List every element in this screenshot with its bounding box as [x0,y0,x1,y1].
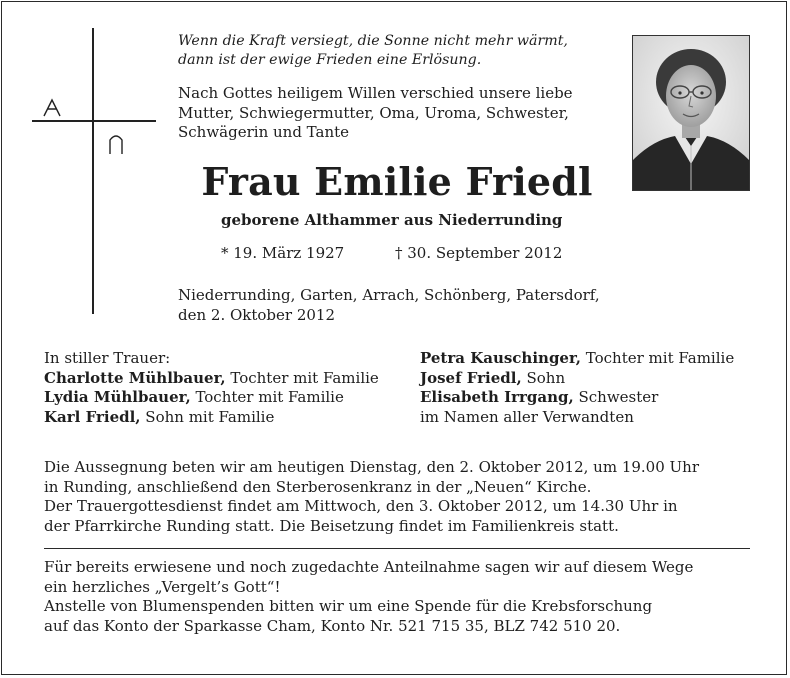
intro-text [178,84,573,143]
mourner-name: Lydia Mühlbauer, [44,388,191,406]
mourners-left [44,349,379,427]
mourner-name: Petra Kauschinger, [420,349,582,367]
deceased-name: Frau Emilie Friedl [201,159,593,204]
maiden-name: geborene Althammer aus Niederrunding [221,211,563,229]
mourner-name: Charlotte Mühlbauer, [44,368,226,387]
mourner-relation: Sohn mit Familie [140,407,275,426]
portrait-image [633,36,749,190]
service-line: Der Trauergottesdienst findet am Mittwoch, den 3. Oktober 2012, um 14.30 Uhr in [44,497,678,515]
service-info [44,458,699,536]
mourners-right [420,349,734,427]
service-line: der Pfarrkirche Runding statt. Die Beisetzung findet im Familienkreis statt. [44,516,619,535]
mourner-line [420,408,734,428]
birth-date: * 19. März 1927 [221,244,345,262]
places-and-date [178,286,600,325]
divider [44,548,750,549]
mourner-line [44,388,379,408]
intro-line: Mutter, Schwiegermutter, Oma, Uroma, Schwester, [178,103,569,122]
mourner-line [44,369,379,389]
mourner-name: Karl Friedl, [44,407,141,426]
thanks-line: auf das Konto der Sparkasse Cham, Konto Nr. 521 715 35, BLZ 742 510 20. [44,616,621,635]
verse-line: Wenn die Kraft versiegt, die Sonne nicht mehr wärmt, [178,33,568,49]
mourner-relation: Tochter mit Familie [225,368,379,387]
intro-line: Nach Gottes heiligem Willen verschied unsere liebe [178,84,573,102]
mourner-relation: im Namen aller Verwandten [420,407,634,426]
mourner-line [420,388,734,408]
mourner-name: Elisabeth Irrgang, [420,388,574,406]
verse [178,32,568,70]
intro-line: Schwägerin und Tante [178,123,350,141]
thanks-text [44,558,693,636]
mourner-line [44,408,379,428]
mourner-relation: Tochter mit Familie [581,349,735,367]
mourner-name: Josef Friedl, [420,368,522,387]
places-line: den 2. Oktober 2012 [178,305,336,324]
places-line: Niederrunding, Garten, Arrach, Schönberg, Patersdorf, [178,286,600,304]
verse-line: dann ist der ewige Frieden eine Erlösung. [178,52,482,68]
thanks-line: Anstelle von Blumenspenden bitten wir um eine Spende für die Krebsforschung [44,597,653,615]
service-line: Die Aussegnung beten wir am heutigen Dienstag, den 2. Oktober 2012, um 19.00 Uhr [44,458,700,476]
thanks-line: Für bereits erwiesene und noch zugedachte Anteilnahme sagen wir auf diesem Wege [44,558,694,576]
service-line: in Runding, anschließend den Sterberosenkranz in der „Neuen“ Kirche. [44,477,592,496]
mourner-relation: Sohn [521,368,566,387]
mourner-relation: Schwester [573,388,659,406]
obituary-notice [1,1,787,675]
mourner-line [44,349,379,369]
mourner-relation: Tochter mit Familie [190,388,344,406]
mourner-line [420,349,734,369]
death-date: † 30. September 2012 [395,244,563,262]
life-dates [221,244,562,262]
mourner-line [420,369,734,389]
thanks-line: ein herzliches „Vergelt’s Gott“! [44,577,281,596]
mourner-relation: In stiller Trauer: [44,349,171,367]
portrait-photo [632,35,750,191]
